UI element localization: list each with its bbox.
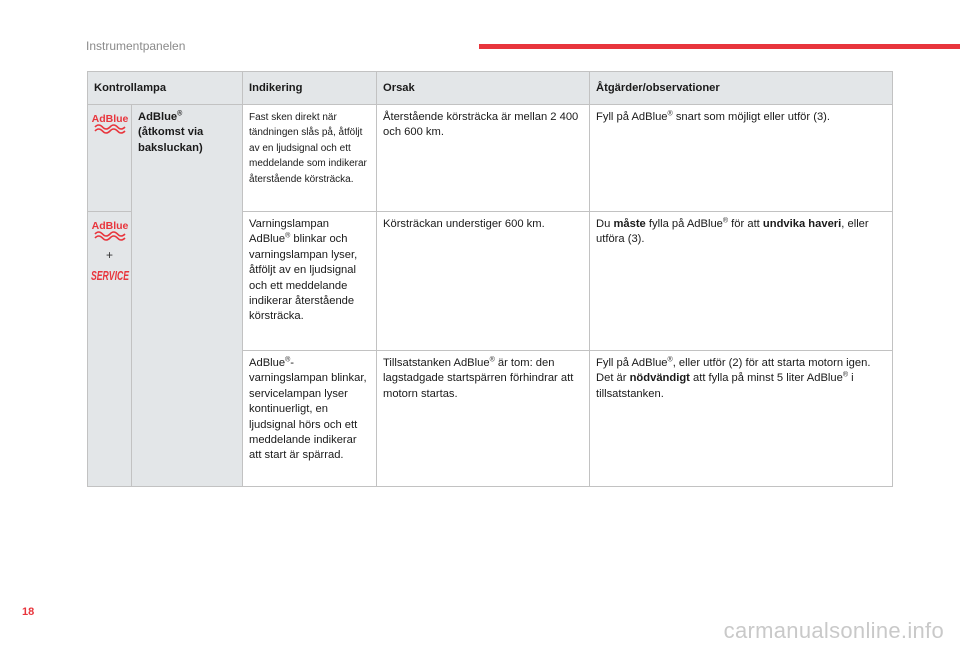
page-section-title: Instrumentpanelen [86, 39, 186, 53]
table-row [88, 105, 893, 212]
service-lamp-icon [90, 268, 130, 282]
warning-lamp-table [87, 71, 893, 487]
lamp-name: AdBlue® [138, 110, 183, 123]
adblue-lamp-icon [91, 219, 129, 241]
lamp-cell [88, 105, 132, 212]
lamp-name-cell [132, 105, 243, 487]
header-accent-bar [479, 44, 960, 49]
column-header-kontrollampa: Kontrollampa [88, 72, 243, 105]
indication-cell: AdBlue®-varningslampan blinkar, servicelampan lyser kontinuerligt, en ljudsignal hörs och ett meddelande indikerar att start är spärrad. [243, 351, 377, 487]
column-header-atgarder: Åtgärder/observationer [590, 72, 893, 105]
lamp-location: (åtkomst via baksluckan) [138, 126, 204, 154]
svg-text:AdBlue: AdBlue [91, 220, 128, 232]
adblue-lamp-icon [91, 112, 129, 134]
indication-cell: Fast sken direkt när tändningen slås på, åtföljt av en ljudsignal och ett meddelande som indikerar återstående körsträcka. [243, 105, 377, 212]
lamp-cell [88, 212, 132, 487]
cause-cell: Återstående körsträcka är mellan 2 400 och 600 km. [377, 105, 590, 212]
column-header-orsak: Orsak [377, 72, 590, 105]
svg-text:AdBlue: AdBlue [91, 113, 128, 125]
watermark: carmanualsonline.info [723, 618, 944, 643]
column-header-indikering: Indikering [243, 72, 377, 105]
page-number: 18 [22, 606, 35, 618]
action-cell: Fyll på AdBlue®, eller utför (2) för att starta motorn igen. Det är nödvändigt att fylla på minst 5 liter AdBlue® i tillsatstanken. [590, 351, 893, 487]
action-cell: Du måste fylla på AdBlue® för att undvika haveri, eller utföra (3). [590, 212, 893, 351]
plus-sign: + [105, 248, 113, 262]
cause-cell: Tillsatstanken AdBlue® är tom: den lagstadgade startspärren förhindrar att motorn startas. [377, 351, 590, 487]
action-cell: Fyll på AdBlue® snart som möjligt eller utför (3). [590, 105, 893, 212]
table-header-row [88, 72, 893, 105]
cause-cell: Körsträckan understiger 600 km. [377, 212, 590, 351]
indication-cell: Varningslampan AdBlue® blinkar och varningslampan lyser, åtföljt av en ljudsignal och ett meddelande indikerar återstående körsträcka. [243, 212, 377, 351]
svg-text:SERVICE: SERVICE [90, 268, 129, 283]
